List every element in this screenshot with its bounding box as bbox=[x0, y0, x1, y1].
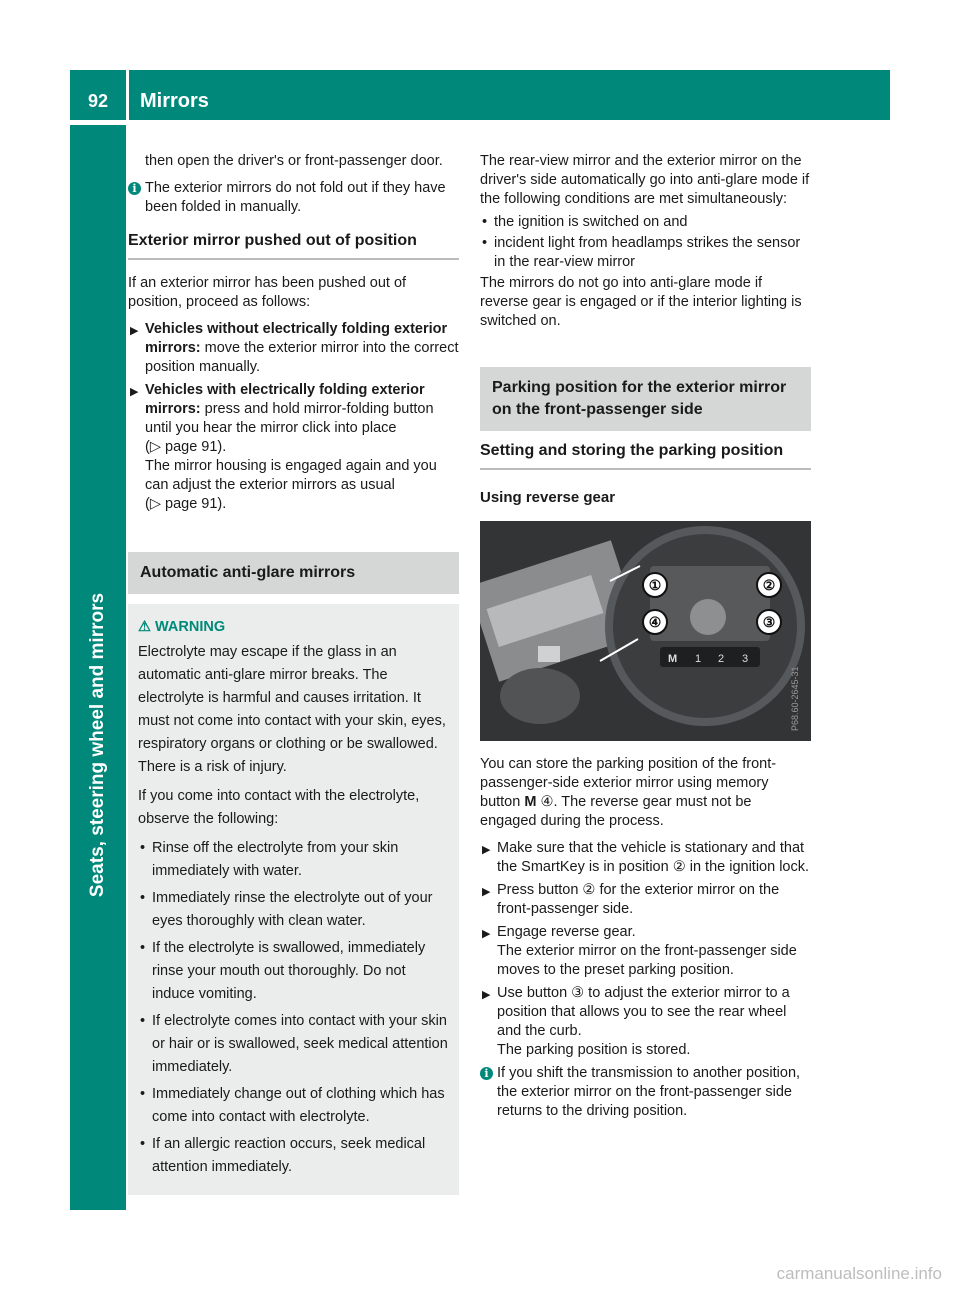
page-reference-link[interactable]: (▷ page 91). bbox=[145, 496, 227, 512]
warning-text: If you come into contact with the electrolyte, observe the following: bbox=[138, 788, 420, 827]
door-controls-photo bbox=[480, 521, 811, 741]
step-arrow-icon: ▶ bbox=[130, 386, 139, 398]
memory-button-m: M bbox=[668, 653, 678, 665]
memory-button-3: 3 bbox=[742, 653, 749, 665]
list-item: • the ignition is switched on and bbox=[482, 214, 688, 230]
step-bold: Vehicles without electrically folding exterior mirrors: bbox=[145, 321, 448, 356]
info-text: The exterior mirrors do not fold out if they have been folded in manually. bbox=[145, 180, 446, 215]
step-item bbox=[128, 320, 459, 377]
info-text: If you shift the transmission to another position, the exterior mirror on the front-passenger side returns to the driving position. bbox=[497, 1065, 801, 1119]
step-item: ▶ Use button ③ to adjust the exterior mirror to a position that allows you to see the rear wheel and the curb. The parking position is stored. bbox=[482, 985, 790, 1058]
page-header bbox=[70, 70, 890, 120]
callout-3: ③ bbox=[756, 609, 782, 635]
warning-text: Electrolyte may escape if the glass in an automatic anti-glare mirror breaks. The electrolyte is harmful and causes irritation. It must not come into contact with your skin, eyes, respiratory organs or clothing or be swallowed. There is a risk of injury. bbox=[138, 644, 446, 775]
step-arrow-icon: ▶ bbox=[130, 325, 139, 337]
step-arrow-icon: ▶ bbox=[482, 886, 491, 898]
page-title: Mirrors bbox=[140, 90, 209, 112]
step-text: move the exterior mirror into the correct position manually. bbox=[145, 340, 459, 375]
memory-button-1: 1 bbox=[695, 653, 702, 665]
info-icon: i bbox=[128, 182, 141, 195]
step-bold: Vehicles with electrically folding exterior mirrors: bbox=[145, 382, 425, 417]
chapter-title: Seats, steering wheel and mirrors bbox=[87, 592, 108, 898]
antiglare-intro: The rear-view mirror and the exterior mirror on the driver's side automatically go into anti-glare mode if the following conditions are met simultaneously: bbox=[480, 153, 810, 207]
chapter-side-tab bbox=[70, 125, 126, 1210]
callout-4: ④ bbox=[642, 609, 668, 635]
antiglare-after: The mirrors do not go into anti-glare mode if reverse gear is engaged or if the interior lighting is switched on. bbox=[480, 275, 802, 329]
step-item: ▶ Make sure that the vehicle is stationary and that the SmartKey is in position ② in the ignition lock. bbox=[482, 840, 810, 875]
page-reference-link[interactable]: (▷ page 91). bbox=[145, 439, 227, 455]
step-arrow-icon: ▶ bbox=[482, 928, 491, 940]
site-watermark: carmanualsonline.info bbox=[776, 1264, 942, 1283]
step-arrow-icon: ▶ bbox=[482, 844, 491, 856]
step-text: press and hold mirror-folding button until you hear the mirror click into place bbox=[145, 401, 434, 436]
intro-text: then open the driver's or front-passenger door. bbox=[145, 153, 443, 169]
warning-title: ⚠ WARNING bbox=[138, 619, 226, 635]
pushed-intro: If an exterior mirror has been pushed out of position, proceed as follows: bbox=[128, 275, 407, 310]
step-item bbox=[128, 381, 459, 514]
info-note bbox=[128, 179, 459, 217]
memory-button-2: 2 bbox=[718, 653, 725, 665]
left-column bbox=[128, 152, 459, 1195]
section-heading-setting: Setting and storing the parking position bbox=[480, 441, 811, 470]
step-result: The exterior mirror on the front-passenger side moves to the preset parking position. bbox=[497, 943, 797, 978]
info-note bbox=[480, 1064, 811, 1121]
photo-code: P68.60-2645-31 bbox=[790, 666, 800, 731]
store-intro: You can store the parking position of the front-passenger-side exterior mirror using memory button M ④. The reverse gear must not be engaged during the process. bbox=[480, 756, 777, 829]
warning-box bbox=[128, 604, 459, 1195]
callout-1: ① bbox=[642, 572, 668, 598]
list-item: • Immediately change out of clothing which has come into contact with electrolyte. bbox=[140, 1086, 445, 1125]
step-result: The mirror housing is engaged again and you can adjust the exterior mirrors as usual bbox=[145, 458, 437, 493]
step-arrow-icon: ▶ bbox=[482, 989, 491, 1001]
right-column bbox=[480, 152, 811, 1129]
page-number: 92 bbox=[87, 91, 109, 111]
section-heading-pushed: Exterior mirror pushed out of position bbox=[128, 231, 459, 260]
list-item: • If an allergic reaction occurs, seek medical attention immediately. bbox=[140, 1136, 426, 1175]
header-divider bbox=[126, 70, 129, 120]
subheading-reverse: Using reverse gear bbox=[480, 489, 616, 506]
step-item: ▶ Press button ② for the exterior mirror on the front-passenger side. bbox=[482, 882, 780, 917]
warning-triangle-icon: ⚠ bbox=[138, 619, 151, 635]
list-item: • incident light from headlamps strikes the sensor in the rear-view mirror bbox=[482, 235, 801, 270]
list-item: • Immediately rinse the electrolyte out of your eyes thoroughly with clean water. bbox=[140, 890, 433, 929]
list-item: • Rinse off the electrolyte from your skin immediately with water. bbox=[140, 840, 399, 879]
step-item: ▶ Engage reverse gear. The exterior mirror on the front-passenger side moves to the preset parking position. bbox=[482, 924, 797, 978]
callout-2: ② bbox=[756, 572, 782, 598]
section-bar-antiglare: Automatic anti-glare mirrors bbox=[128, 552, 459, 594]
step-result: The parking position is stored. bbox=[497, 1042, 691, 1058]
section-bar-parking: Parking position for the exterior mirror on the front-passenger side bbox=[480, 367, 811, 431]
info-icon: i bbox=[480, 1067, 493, 1080]
list-item: • If electrolyte comes into contact with your skin or hair or is swallowed, seek medical attention immediately. bbox=[140, 1013, 448, 1075]
list-item: • If the electrolyte is swallowed, immediately rinse your mouth out thoroughly. Do not induce vomiting. bbox=[140, 940, 426, 1002]
